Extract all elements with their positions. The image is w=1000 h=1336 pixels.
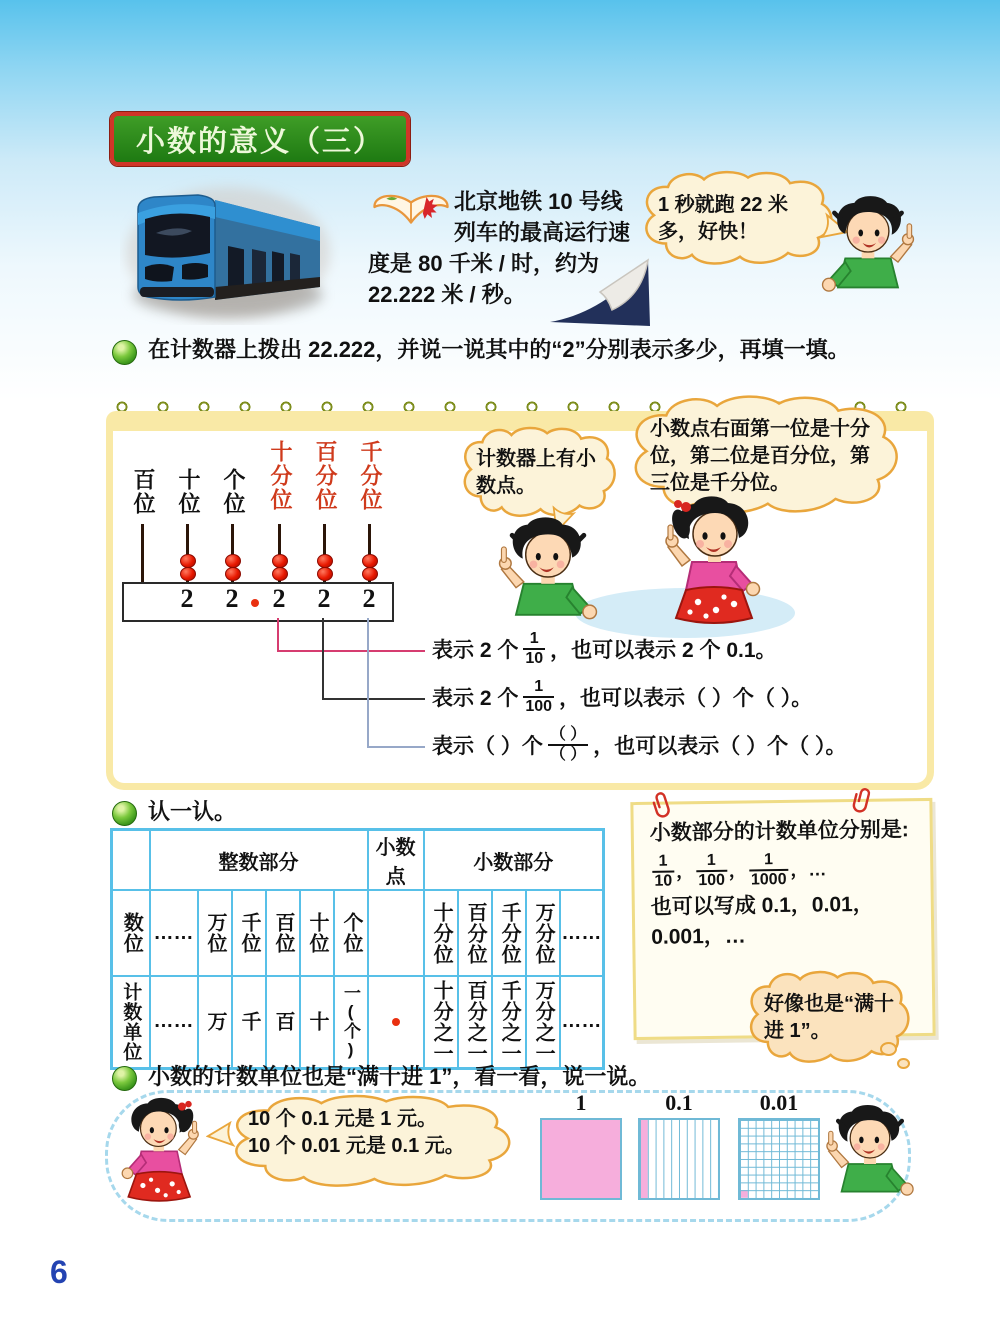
connector-tenths [277, 650, 425, 652]
decimal-point-cell [368, 976, 424, 1068]
place-cell: 千位 [232, 890, 266, 976]
boy-speech-bubble [638, 170, 838, 268]
header-decimal-part: 小数部分 [424, 830, 604, 891]
table-row-units [112, 976, 604, 1068]
dots-cell: …… [560, 976, 604, 1068]
thought-dot [880, 1042, 897, 1056]
unit-cell: 十分之一 [424, 976, 458, 1068]
note-fractions: $\frac{1}{10}$ ， $\frac{1}{100}$ ， $\frac{1}{1000}$ ， … [650, 849, 915, 891]
boy-character-bottom [822, 1102, 918, 1214]
header-integer-part: 整数部分 [150, 830, 368, 891]
row-label: 数位 [112, 890, 150, 976]
counter-digit: 2 [272, 584, 286, 613]
lesson-title: 小数的意义（三） [135, 125, 384, 158]
girl-character-mid [648, 494, 778, 644]
green-bullet-icon [112, 1066, 137, 1091]
counter-digit: 2 [180, 584, 194, 613]
counter-bead [180, 567, 196, 581]
header-decimal-point: 小数点 [368, 830, 424, 891]
square-label-hundredth: 0.01 [759, 1090, 799, 1115]
unit-square-hundredths [738, 1118, 820, 1200]
square-label-tenth: 0.1 [665, 1090, 693, 1115]
place-label-hundredths: 百分位 [313, 440, 338, 512]
counter-rod [141, 524, 144, 582]
unit-cell: 一(个) [334, 976, 368, 1068]
connector-tenths [277, 618, 279, 652]
dots-cell: …… [150, 890, 198, 976]
place-cell: 十分位 [424, 890, 458, 976]
note-line2: 也可以写成 0.1，0.01，0.001，… [650, 892, 874, 949]
table-header-row [112, 830, 604, 891]
counter-bead [317, 554, 333, 568]
unit-cell: 千分之一 [492, 976, 526, 1068]
girl-bubble-line1: 10 个 0.1 元是 1 元。 [248, 1108, 437, 1130]
place-cell: 个位 [334, 890, 368, 976]
counter-bead [362, 567, 378, 581]
unit-square-tenths [638, 1118, 720, 1200]
subway-train-photo [120, 175, 340, 325]
place-label-hundreds: 百位 [131, 468, 156, 516]
intro-paragraph: 北京地铁 10 号线列车的最高运行速度是 80 千米 / 时，约为 22.222 米 / 秒。 [368, 189, 631, 307]
boy-character-top [818, 192, 918, 312]
unit-cell: 百 [266, 976, 300, 1068]
place-cell: 万位 [198, 890, 232, 976]
fill-line-suffix: ，也可以表示（ ）个（ ）。 [559, 687, 813, 710]
decimal-point-cell [368, 890, 424, 976]
lesson-title-banner [110, 112, 410, 166]
green-bullet-icon [112, 340, 137, 365]
unit-cell: 万分之一 [526, 976, 560, 1068]
thought-bubble-text: 好像也是“满十进 1”。 [764, 993, 894, 1042]
counter-digit: 2 [362, 584, 376, 613]
thought-dot [897, 1058, 910, 1069]
fill-line-prefix: 表示 2 个 [432, 639, 519, 662]
counter-bead [225, 554, 241, 568]
place-cell: 十位 [300, 890, 334, 976]
fill-line-prefix: 表示（ ）个 [432, 735, 543, 758]
boy-character-mid [492, 514, 604, 640]
unit-cell: 千 [232, 976, 266, 1068]
fraction: $\frac{( )}{( )}$ [549, 726, 587, 763]
paperclip-icon [652, 790, 674, 820]
place-cell: 千分位 [492, 890, 526, 976]
unit-cell: 百分之一 [458, 976, 492, 1068]
hint-bubble-large-text: 小数点右面第一位是十分位，第二位是百分位，第三位是千分位。 [650, 417, 870, 494]
connector-thousandths [367, 746, 425, 748]
connector-hundredths [322, 618, 324, 700]
hint-bubble-small [458, 426, 620, 520]
place-cell: 万分位 [526, 890, 560, 976]
page-number: 6 [50, 1254, 68, 1290]
connector-thousandths [367, 618, 369, 748]
place-cell: 百位 [266, 890, 300, 976]
counter-bead [362, 554, 378, 568]
girl-speech-bubble [224, 1094, 519, 1190]
counter-bead [225, 567, 241, 581]
row-label: 计数单位 [112, 976, 150, 1068]
place-label-thousandths: 千分位 [358, 440, 383, 512]
dots-cell: …… [150, 976, 198, 1068]
counter-bead [272, 554, 288, 568]
decimal-point-dot [251, 599, 259, 607]
green-bullet-icon [112, 801, 137, 826]
note-line1: 小数部分的计数单位分别是: [649, 818, 909, 845]
fill-line-thousandths [432, 726, 846, 764]
counter-bead [272, 567, 288, 581]
table-decimal-dot [392, 1018, 400, 1026]
place-label-ones: 个位 [221, 468, 246, 516]
unit-square-whole [540, 1118, 622, 1200]
fraction: $\frac{1}{100}$ [525, 678, 553, 715]
task1-instruction: 在计数器上拨出 22.222，并说一说其中的“2”分别表示多少，再填一填。 [148, 337, 850, 362]
counter-bead [180, 554, 196, 568]
task3-instruction: 小数的计数单位也是“满十进 1”，看一看，说一说。 [148, 1064, 651, 1089]
fill-line-suffix: ，也可以表示 2 个 0.1。 [550, 639, 777, 662]
place-label-tens: 十位 [176, 468, 201, 516]
place-label-tenths: 十分位 [268, 440, 293, 512]
fill-line-prefix: 表示 2 个 [432, 687, 519, 710]
connector-hundredths [322, 698, 425, 700]
paperclip-icon [852, 786, 874, 816]
fill-line-hundredths [432, 678, 812, 716]
table-row-places [112, 890, 604, 976]
girl-bubble-line2: 10 个 0.01 元是 0.1 元。 [248, 1135, 465, 1157]
girl-character-bottom [110, 1096, 210, 1218]
table-corner-cell [112, 830, 150, 891]
boy-speech-text: 1 秒就跑 22 米多，好快！ [658, 194, 789, 243]
task2-instruction: 认一认。 [148, 799, 237, 824]
fill-line-suffix: ，也可以表示（ ）个（ ）。 [593, 735, 847, 758]
place-cell: 百分位 [458, 890, 492, 976]
square-label-one: 1 [575, 1090, 587, 1115]
place-value-table [110, 828, 605, 1070]
counter-digit: 2 [317, 584, 331, 613]
open-book-icon [368, 186, 454, 228]
hint-bubble-small-text: 计数器上有小数点。 [476, 448, 596, 497]
dots-cell: …… [560, 890, 604, 976]
counter-bead [317, 567, 333, 581]
unit-cell: 万 [198, 976, 232, 1068]
unit-cell: 十 [300, 976, 334, 1068]
fraction: $\frac{1}{10}$ [525, 630, 544, 667]
counter-digit: 2 [225, 584, 239, 613]
